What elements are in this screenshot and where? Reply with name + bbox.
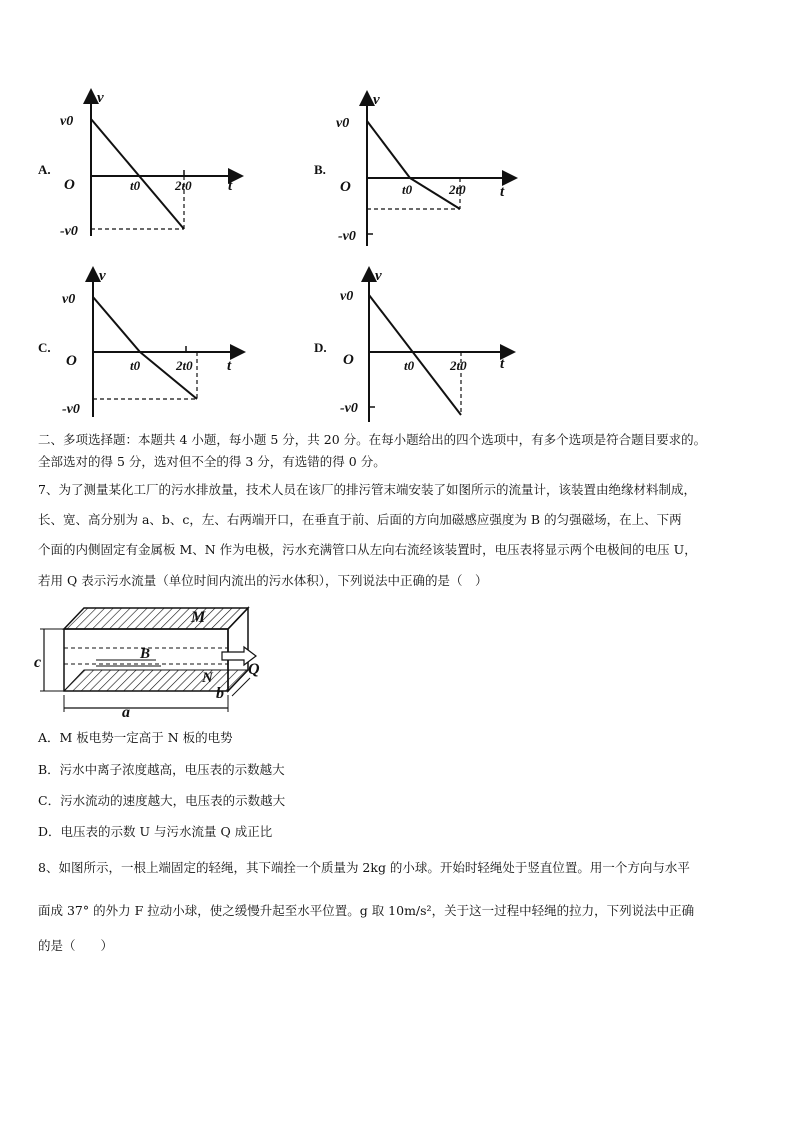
q7-option-a[interactable]: A．M 板电势一定高于 N 板的电势 (38, 730, 233, 745)
velocity-line (93, 297, 140, 352)
velocity-line (369, 295, 461, 415)
t0-label: t0 (130, 178, 141, 193)
v0-label: v0 (62, 292, 76, 307)
flowmeter-diagram (34, 600, 276, 721)
axis-t-label: t (228, 178, 233, 194)
q7-line2: 长、宽、高分别为 a、b、c，左、右两端开口，在垂直于前、后面的方向加磁感应强度为 B 的匀强磁场，在上、下两 (38, 512, 682, 527)
top-plate-m (64, 608, 248, 629)
axis-t-label: t (500, 184, 505, 200)
neg-v0-label: -v0 (340, 401, 358, 416)
v0-label: v0 (60, 114, 74, 129)
t0-label: t0 (130, 358, 141, 373)
label-a: a (122, 704, 130, 721)
axis-v-label: v (99, 268, 106, 284)
q7-line1: 7、为了测量某化工厂的污水排放量，技术人员在该厂的排污管末端安装了如图所示的流量计，该装置由绝缘材料制成， (38, 482, 696, 497)
vt-graph-b (336, 88, 526, 258)
origin-label: O (66, 353, 77, 369)
vt-graph-a (60, 86, 250, 256)
2t0-label: 2t0 (450, 358, 467, 373)
section2-line2: 全部选对的得 5 分，选对但不全的得 3 分，有选错的得 0 分。 (38, 454, 386, 469)
2t0-label: 2t0 (176, 358, 193, 373)
label-b: b (216, 685, 224, 702)
t0-label: t0 (402, 182, 413, 197)
axis-v-label: v (375, 268, 382, 284)
velocity-line (367, 121, 410, 178)
option-a-label: A. (38, 162, 51, 177)
v0-label: v0 (340, 289, 354, 304)
option-b-label: B. (314, 162, 326, 177)
q7-option-d[interactable]: D．电压表的示数 U 与污水流量 Q 成正比 (38, 824, 273, 839)
axis-t-label: t (227, 358, 232, 374)
q7-option-c[interactable]: C．污水流动的速度越大，电压表的示数越大 (38, 793, 286, 808)
option-d-label: D. (314, 340, 327, 355)
origin-label: O (343, 352, 354, 368)
2t0-label: 2t0 (449, 182, 466, 197)
t0-label: t0 (404, 358, 415, 373)
neg-v0-label: -v0 (60, 224, 78, 239)
neg-v0-label: -v0 (62, 402, 80, 417)
q8-line3: 的是（ ） (38, 938, 114, 953)
axis-v-label: v (97, 90, 104, 106)
axis-t-label: t (500, 356, 505, 372)
vt-graph-c (60, 262, 250, 422)
q7-option-b[interactable]: B．污水中离子浓度越高，电压表的示数越大 (38, 762, 285, 777)
q8-line2: 面成 37° 的外力 F 拉动小球，使之缓慢升起至水平位置。g 取 10m/s²，关于这一过程中轻绳的拉力，下列说法中正确 (38, 903, 695, 918)
option-c-label: C. (38, 340, 51, 355)
q8-line1: 8、如图所示，一根上端固定的轻绳，其下端拴一个质量为 2kg 的小球。开始时轻绳处于竖直位置。用一个方向与水平 (38, 860, 690, 875)
origin-label: O (340, 179, 351, 195)
v0-label: v0 (336, 116, 350, 131)
section2-line1: 二、多项选择题：本题共 4 小题，每小题 5 分，共 20 分。在每小题给出的四个选项中，有多个选项是符合题目要求的。 (38, 432, 707, 447)
label-n: N (202, 670, 213, 686)
label-m: M (191, 609, 206, 626)
label-c: c (34, 654, 42, 671)
label-q: Q (248, 661, 260, 678)
neg-v0-label: -v0 (338, 229, 356, 244)
2t0-label: 2t0 (175, 178, 192, 193)
q7-line4: 若用 Q 表示污水流量（单位时间内流出的污水体积），下列说法中正确的是（ ） (38, 573, 488, 588)
origin-label: O (64, 177, 75, 193)
label-b-field: B (140, 646, 151, 662)
q7-line3: 个面的内侧固定有金属板 M、N 作为电极，污水充满管口从左向右流经该装置时，电压表将显示两个电极间的电压 U， (38, 542, 697, 557)
axis-v-label: v (373, 92, 380, 108)
velocity-line (91, 119, 184, 229)
vt-graph-d (340, 264, 530, 424)
